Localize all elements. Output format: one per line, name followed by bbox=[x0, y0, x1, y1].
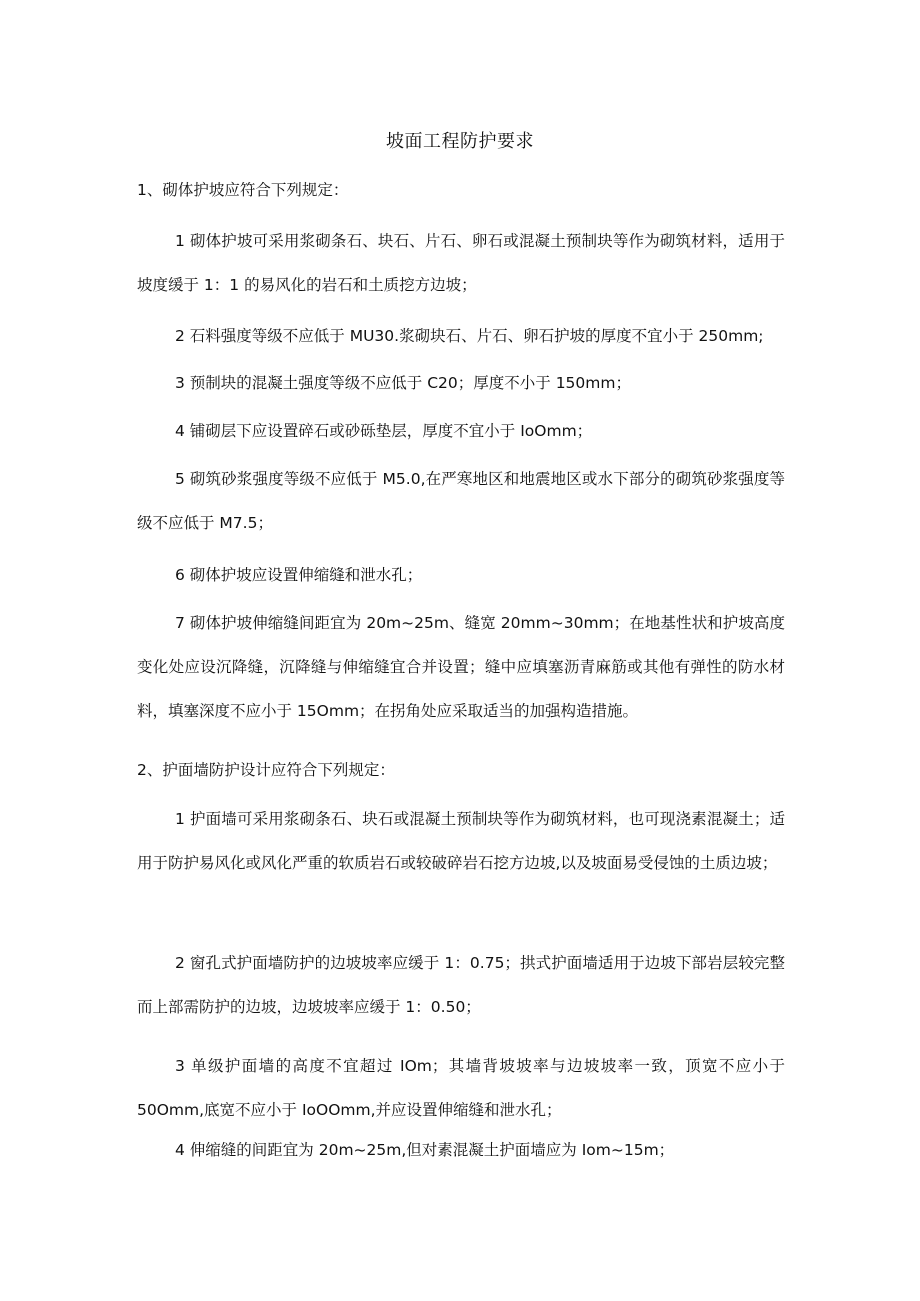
section-1-item-2: 2 石料强度等级不应低于 MU30.浆砌块石、片石、卵石护坡的厚度不宜小于 250mm; bbox=[175, 327, 764, 345]
section-1-item-1: 1 砌体护坡可采用浆砌条石、块石、片石、卵石或混凝土预制块等作为砌筑材料，适用于坡度缓于 1：1 的易风化的岩石和土质挖方边坡； bbox=[137, 232, 785, 294]
section-2-item-2: 2 窗孔式护面墙防护的边坡坡率应缓于 1：0.75；拱式护面墙适用于边坡下部岩层较完整而上部需防护的边坡，边坡坡率应缓于 1：0.50； bbox=[137, 954, 785, 1016]
page-title: 坡面工程防护要求 bbox=[386, 131, 534, 152]
section-1-item-5: 5 砌筑砂浆强度等级不应低于 M5.0,在严寒地区和地震地区或水下部分的砌筑砂浆强度等级不应低于 M7.5； bbox=[137, 470, 785, 532]
section-heading-2: 2、护面墙防护设计应符合下列规定： bbox=[137, 761, 395, 779]
section-2-item-4: 4 伸缩缝的间距宜为 20m~25m,但对素混凝土护面墙应为 Iom~15m； bbox=[175, 1141, 675, 1159]
section-heading-1: 1、砌体护坡应符合下列规定： bbox=[137, 181, 349, 199]
section-2-item-3: 3 单级护面墙的高度不宜超过 IOm；其墙背坡坡率与边坡坡率一致，顶宽不应小于 50Omm,底宽不应小于 IoOOmm,并应设置伸缩缝和泄水孔； bbox=[137, 1057, 785, 1119]
section-1-item-3: 3 预制块的混凝土强度等级不应低于 C20；厚度不小于 150mm； bbox=[175, 374, 631, 392]
section-2-item-1: 1 护面墙可采用浆砌条石、块石或混凝土预制块等作为砌筑材料，也可现浇素混凝土；适用于防护易风化或风化严重的软质岩石或较破碎岩石挖方边坡,以及坡面易受侵蚀的土质边坡； bbox=[137, 810, 785, 872]
section-1-item-7: 7 砌体护坡伸缩缝间距宜为 20m~25m、缝宽 20mm~30mm；在地基性状和护坡高度变化处应设沉降缝，沉降缝与伸缩缝宜合并设置；缝中应填塞沥青麻筋或其他有弹性的防水材料，填塞深度不应小于 15Omm；在拐角处应采取适当的加强构造措施。 bbox=[137, 614, 785, 720]
section-1-item-6: 6 砌体护坡应设置伸缩缝和泄水孔； bbox=[175, 566, 423, 584]
section-1-item-4: 4 铺砌层下应设置碎石或砂砾垫层，厚度不宜小于 IoOmm； bbox=[175, 422, 593, 440]
